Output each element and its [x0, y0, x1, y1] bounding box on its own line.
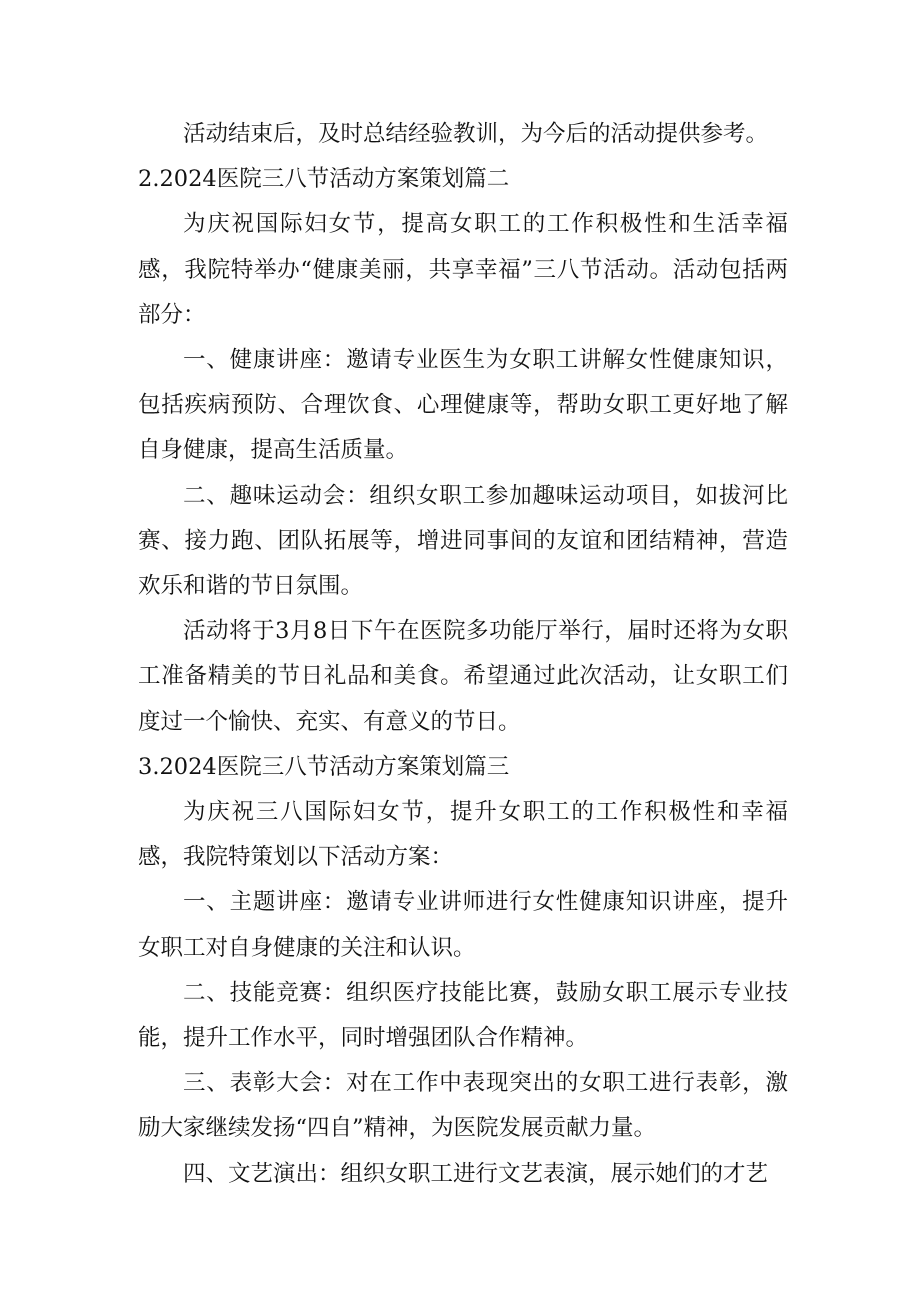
document-page — [138, 112, 788, 1197]
paragraph-commendation: 三、表彰大会：对在工作中表现突出的女职工进行表彰，激励大家继续发扬“四自”精神，为医院发展贡献力量。 — [138, 1070, 788, 1142]
paragraph-event-time: 活动将于3月8日下午在医院多功能厅举行，届时还将为女职工准备精美的节日礼品和美食。希望通过此次活动，让女职工们度过一个愉快、充实、有意义的节日。 — [138, 618, 788, 735]
section-heading-3: 3.2024医院三八节活动方案策划篇三 — [138, 753, 510, 780]
paragraph-theme-lecture: 一、主题讲座：邀请专业讲师进行女性健康知识讲座，提升女职工对自身健康的关注和认识。 — [138, 889, 788, 961]
paragraph-intro-3: 为庆祝三八国际妇女节，提升女职工的工作积极性和幸福感，我院特策划以下活动方案： — [138, 799, 788, 871]
paragraph-performance: 四、文艺演出：组织女职工进行文艺表演，展示她们的才艺 — [183, 1160, 769, 1187]
paragraph-closing: 活动结束后，及时总结经验教训，为今后的活动提供参考。 — [183, 121, 769, 147]
paragraph-health-lecture: 一、健康讲座：邀请专业医生为女职工讲解女性健康知识，包括疾病预防、合理饮食、心理健康等，帮助女职工更好地了解自身健康，提高生活质量。 — [138, 347, 788, 464]
paragraph-sports-meet: 二、趣味运动会：组织女职工参加趣味运动项目，如拔河比赛、接力跑、团队拓展等，增进同事间的友谊和团结精神，营造欢乐和谐的节日氛围。 — [138, 482, 788, 600]
paragraph-skill-contest: 二、技能竞赛：组织医疗技能比赛，鼓励女职工展示专业技能，提升工作水平，同时增强团队合作精神。 — [138, 979, 788, 1052]
paragraph-intro-2: 为庆祝国际妇女节，提高女职工的工作积极性和生活幸福感，我院特举办“健康美丽，共享幸福”三八节活动。活动包括两部分： — [138, 211, 788, 328]
section-heading-2: 2.2024医院三八节活动方案策划篇二 — [138, 166, 510, 193]
